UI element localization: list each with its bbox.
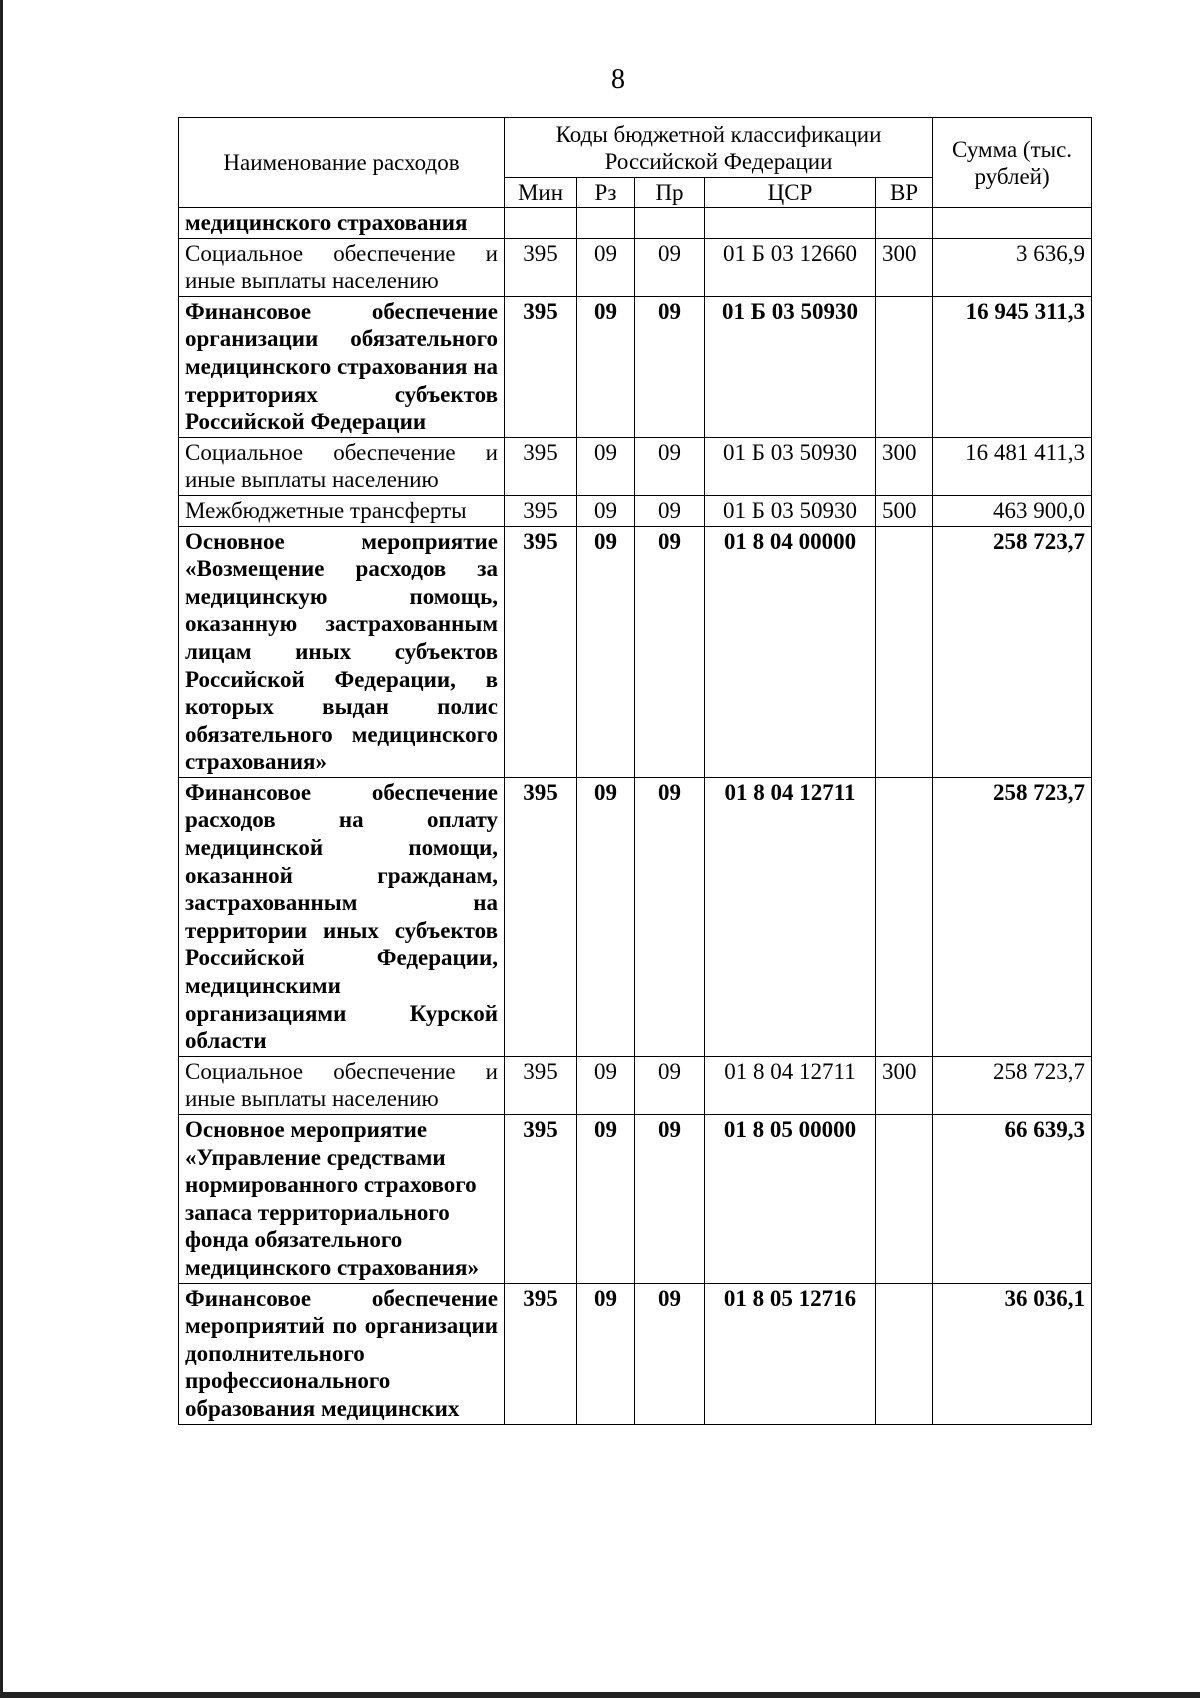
row-sum: 258 723,7: [933, 526, 1092, 777]
row-vr: [876, 1283, 933, 1424]
row-name: Основное мероприятие «Управление средствами нормированного страхового запаса территориального фонда обязательного медицинского страхования»: [179, 1115, 505, 1284]
row-min: [505, 208, 577, 239]
row-name: Социальное обеспечение и иные выплаты населению: [179, 238, 505, 296]
row-csr: 01 8 05 00000: [705, 1115, 876, 1284]
row-sum: 258 723,7: [933, 777, 1092, 1056]
row-min: 395: [505, 526, 577, 777]
row-name: медицинского страхования: [179, 208, 505, 239]
table-row: [179, 296, 1092, 437]
table-row: [179, 437, 1092, 495]
row-min: 395: [505, 1283, 577, 1424]
header-sum: Сумма (тыс. рублей): [933, 118, 1092, 208]
row-rz: 09: [577, 526, 635, 777]
table-row: [179, 495, 1092, 526]
row-vr: [876, 526, 933, 777]
row-csr: 01 8 04 00000: [705, 526, 876, 777]
row-vr: 300: [876, 437, 933, 495]
row-vr: 300: [876, 1056, 933, 1114]
row-sum: 3 636,9: [933, 238, 1092, 296]
row-min: 395: [505, 238, 577, 296]
row-vr: 300: [876, 238, 933, 296]
row-csr: 01 Б 03 50930: [705, 495, 876, 526]
header-csr: ЦСР: [705, 178, 876, 208]
row-pr: 09: [635, 437, 705, 495]
row-csr: 01 Б 03 50930: [705, 437, 876, 495]
row-rz: [577, 208, 635, 239]
row-pr: 09: [635, 1056, 705, 1114]
row-vr: [876, 296, 933, 437]
row-pr: 09: [635, 296, 705, 437]
row-pr: 09: [635, 526, 705, 777]
row-pr: 09: [635, 777, 705, 1056]
row-name: Финансовое обеспечение расходов на оплату медицинской помощи, оказанной гражданам, застрахованным на территории иных субъектов Российской Федерации, медицинскими организациями Курской области: [179, 777, 505, 1056]
row-rz: 09: [577, 1056, 635, 1114]
row-vr: [876, 1115, 933, 1284]
row-pr: 09: [635, 495, 705, 526]
row-pr: 09: [635, 1283, 705, 1424]
row-rz: 09: [577, 437, 635, 495]
row-min: 395: [505, 777, 577, 1056]
table-row: [179, 1056, 1092, 1114]
row-csr: 01 Б 03 50930: [705, 296, 876, 437]
header-pr: Пр: [635, 178, 705, 208]
row-rz: 09: [577, 1283, 635, 1424]
row-name: Межбюджетные трансферты: [179, 495, 505, 526]
table-row: [179, 1115, 1092, 1284]
row-min: 395: [505, 437, 577, 495]
header-vr: ВР: [876, 178, 933, 208]
row-csr: [705, 208, 876, 239]
scan-edge-bottom: [0, 1692, 1200, 1698]
row-sum: 36 036,1: [933, 1283, 1092, 1424]
page-number: 8: [611, 64, 625, 95]
row-vr: [876, 777, 933, 1056]
row-csr: 01 8 05 12716: [705, 1283, 876, 1424]
row-min: 395: [505, 296, 577, 437]
row-csr: 01 8 04 12711: [705, 1056, 876, 1114]
row-rz: 09: [577, 1115, 635, 1284]
table-row: [179, 238, 1092, 296]
row-sum: 258 723,7: [933, 1056, 1092, 1114]
row-csr: 01 8 04 12711: [705, 777, 876, 1056]
header-codes-group: Коды бюджетной классификации Российской Федерации: [505, 118, 933, 178]
table-row: [179, 526, 1092, 777]
row-vr: 500: [876, 495, 933, 526]
row-name: Основное мероприятие «Возмещение расходов за медицинскую помощь, оказанную застрахованным лицам иных субъектов Российской Федерации, в которых выдан полис обязательного медицинского страхования»: [179, 526, 505, 777]
row-sum: 463 900,0: [933, 495, 1092, 526]
row-min: 395: [505, 1056, 577, 1114]
row-rz: 09: [577, 296, 635, 437]
table-row: [179, 1283, 1092, 1424]
row-csr: 01 Б 03 12660: [705, 238, 876, 296]
row-name: Финансовое обеспечение организации обязательного медицинского страхования на территориях субъектов Российской Федерации: [179, 296, 505, 437]
row-name: Социальное обеспечение и иные выплаты населению: [179, 1056, 505, 1114]
row-pr: 09: [635, 238, 705, 296]
header-min: Мин: [505, 178, 577, 208]
row-name: Социальное обеспечение и иные выплаты населению: [179, 437, 505, 495]
row-rz: 09: [577, 238, 635, 296]
budget-table: [178, 117, 1092, 1425]
header-rz: Рз: [577, 178, 635, 208]
row-sum: 16 481 411,3: [933, 437, 1092, 495]
row-rz: 09: [577, 777, 635, 1056]
table-row: [179, 777, 1092, 1056]
row-name: Финансовое обеспечение мероприятий по организации дополнительного профессионального образования медицинских: [179, 1283, 505, 1424]
row-pr: 09: [635, 1115, 705, 1284]
row-rz: 09: [577, 495, 635, 526]
table-body: [179, 208, 1092, 1425]
row-sum: 16 945 311,3: [933, 296, 1092, 437]
table-row: [179, 208, 1092, 239]
row-vr: [876, 208, 933, 239]
row-sum: 66 639,3: [933, 1115, 1092, 1284]
row-min: 395: [505, 1115, 577, 1284]
header-name: Наименование расходов: [179, 118, 505, 208]
row-pr: [635, 208, 705, 239]
scan-edge-left: [0, 0, 3, 1698]
row-min: 395: [505, 495, 577, 526]
row-sum: [933, 208, 1092, 239]
